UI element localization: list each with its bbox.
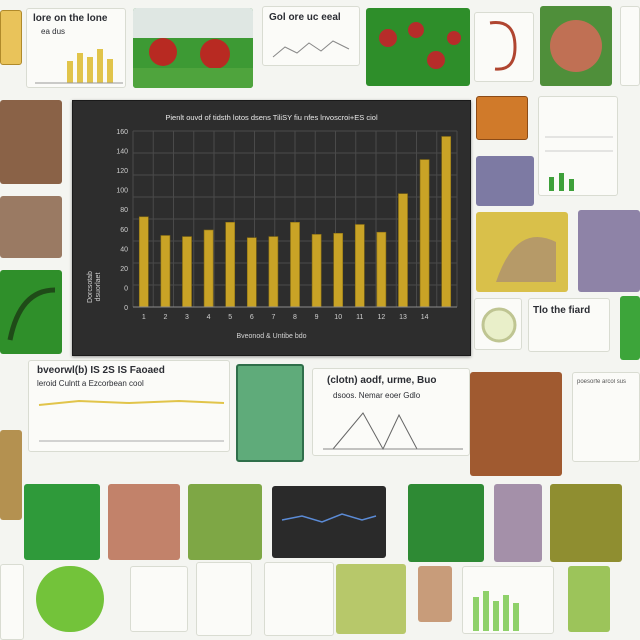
green-histogram-thumbnail[interactable] bbox=[462, 566, 554, 634]
y-tick-label: 140 bbox=[116, 148, 128, 156]
disc-image bbox=[475, 299, 522, 350]
thumbnail-caption: bveorwl(b) IS 2S IS Faoaed bbox=[37, 365, 165, 376]
dark-line-chart-thumbnail[interactable] bbox=[272, 486, 386, 558]
texture-lavender-thumbnail[interactable] bbox=[578, 210, 640, 292]
x-tick-label: 9 bbox=[314, 314, 319, 321]
chart-bar bbox=[204, 230, 213, 307]
x-tick-label: 13 bbox=[399, 314, 407, 321]
green-bars-thumbnail[interactable] bbox=[572, 372, 640, 462]
chart-bar bbox=[355, 225, 364, 308]
data-table-thumbnail[interactable] bbox=[538, 96, 618, 196]
cells-thumbnail[interactable] bbox=[408, 484, 484, 562]
disc-thumbnail[interactable] bbox=[474, 298, 522, 350]
thumbnail-subtitle: ea dus bbox=[41, 27, 66, 36]
x-tick-label: 3 bbox=[185, 314, 189, 321]
mini-line-graph bbox=[29, 361, 230, 452]
thumbnail-title: Gol ore uc eeal bbox=[269, 12, 341, 23]
bark-texture-thumbnail[interactable] bbox=[0, 100, 62, 184]
mini-line-chart bbox=[263, 7, 360, 66]
leaf-thumbnail[interactable] bbox=[0, 270, 62, 354]
chart-plot-area bbox=[73, 101, 470, 355]
mini-dark-line-chart bbox=[272, 486, 386, 558]
chart-bar bbox=[312, 234, 321, 307]
shell-thumbnail[interactable] bbox=[476, 212, 568, 292]
chart-bar bbox=[139, 217, 148, 307]
leaf-pattern-thumbnail[interactable] bbox=[336, 564, 406, 634]
x-tick-label: 5 bbox=[228, 314, 233, 321]
peak-chart-thumbnail[interactable] bbox=[312, 368, 470, 456]
y-tick-label: 80 bbox=[120, 207, 128, 215]
chart-y-axis-label: Dorcsotab dsuorlaet bbox=[87, 271, 102, 303]
x-tick-label: 7 bbox=[271, 314, 276, 321]
chart-bar bbox=[420, 160, 429, 307]
anatomy-thumbnail[interactable] bbox=[474, 12, 534, 82]
y-tick-label: 60 bbox=[120, 226, 128, 234]
jar-thumbnail[interactable] bbox=[0, 10, 22, 65]
sketch-thumbnail[interactable] bbox=[130, 566, 188, 632]
mini-bar-chart bbox=[27, 9, 126, 88]
seahorse-thumbnail[interactable] bbox=[494, 484, 542, 562]
chart-title: Pienlt ouvd of tidsth lotos dsens TiliSY fiu nfes lnvoscroi+ES ciol bbox=[165, 113, 378, 122]
line-chart-thumbnail[interactable] bbox=[262, 6, 360, 66]
garden-scene-image bbox=[133, 8, 253, 88]
wood-texture-thumbnail[interactable] bbox=[0, 196, 62, 258]
diagram-card-thumbnail[interactable] bbox=[236, 364, 304, 462]
thumbnail-title: Tlo the fiard bbox=[533, 305, 591, 316]
strawberry-image bbox=[366, 8, 470, 86]
x-tick-label: 8 bbox=[293, 314, 297, 321]
mineral-thumbnail[interactable] bbox=[476, 156, 534, 206]
line-graph-thumbnail[interactable] bbox=[28, 360, 230, 452]
y-tick-label: 20 bbox=[120, 265, 128, 273]
y-tick-label: 40 bbox=[120, 246, 128, 254]
mini-peak-chart bbox=[313, 369, 470, 456]
x-tick-label: 6 bbox=[249, 314, 254, 321]
profile-thumbnail[interactable] bbox=[188, 484, 262, 560]
chart-bar bbox=[269, 237, 278, 307]
chart-bar bbox=[334, 233, 343, 307]
y-tick-label: 160 bbox=[116, 129, 128, 136]
edge-wood-thumbnail[interactable] bbox=[0, 430, 22, 520]
y-tick-label: 0 bbox=[124, 285, 128, 293]
clay-thumbnail[interactable] bbox=[108, 484, 180, 560]
y-tick-label: 100 bbox=[116, 187, 128, 195]
chart-bar bbox=[161, 236, 170, 308]
x-tick-label: 1 bbox=[141, 314, 146, 321]
green-jar-thumbnail[interactable] bbox=[568, 566, 610, 632]
fish-thumbnail[interactable] bbox=[264, 562, 334, 636]
chart-bar bbox=[247, 238, 256, 307]
chart-bar bbox=[398, 194, 407, 307]
chart-bar bbox=[182, 237, 191, 307]
mesh-thumbnail[interactable] bbox=[550, 484, 622, 562]
main-bar-chart-panel[interactable] bbox=[72, 100, 471, 356]
edge-chart-thumbnail[interactable] bbox=[0, 564, 24, 640]
leaf-image bbox=[0, 270, 62, 354]
green-device-thumbnail[interactable] bbox=[620, 296, 640, 360]
green-round-thumbnail[interactable] bbox=[24, 484, 100, 560]
thumbnail-title: (clotn) aodf, urme, Buo bbox=[327, 375, 437, 386]
x-tick-label: 11 bbox=[356, 314, 364, 321]
shell-image bbox=[476, 212, 568, 292]
chart-bar bbox=[226, 222, 235, 307]
y-tick-label: 0 bbox=[124, 305, 128, 312]
skull-thumbnail[interactable] bbox=[196, 562, 252, 636]
mini-table bbox=[539, 97, 618, 196]
y-tick-label: 120 bbox=[116, 168, 128, 176]
green-button-thumbnail[interactable] bbox=[36, 566, 104, 632]
x-tick-label: 14 bbox=[420, 314, 429, 321]
x-tick-label: 10 bbox=[334, 314, 343, 321]
thumbnail-subtitle: dsoos. Nemar eoer Gdlo bbox=[333, 391, 421, 400]
anatomy-image bbox=[475, 13, 534, 82]
orange-box-thumbnail[interactable] bbox=[476, 96, 528, 140]
orange-fungus-thumbnail[interactable] bbox=[470, 372, 562, 476]
mini-histogram bbox=[463, 567, 554, 634]
strawberry-plant-thumbnail[interactable] bbox=[366, 8, 470, 86]
chart-bar bbox=[377, 232, 386, 307]
thumbnail-title: lore on the lone bbox=[33, 13, 108, 24]
thumbnail-subtitle: leroid Culntt a Ezcorbean cool bbox=[37, 379, 144, 388]
bar-chart-thumbnail[interactable] bbox=[26, 8, 126, 88]
chart-bar bbox=[290, 222, 299, 307]
round-texture-thumbnail[interactable] bbox=[540, 6, 612, 86]
edge-thumbnail[interactable] bbox=[620, 6, 640, 86]
chart-bar bbox=[442, 137, 451, 308]
thumbnail-caption: poesorfe arcol sus bbox=[577, 379, 627, 385]
x-tick-label: 4 bbox=[206, 314, 211, 321]
figurine-thumbnail[interactable] bbox=[418, 566, 452, 622]
x-tick-label: 2 bbox=[163, 314, 168, 321]
chart-x-axis-label: Bveonod & Untibe bdo bbox=[236, 333, 307, 340]
fiard-header-thumbnail[interactable] bbox=[528, 298, 610, 352]
garden-scene-thumbnail[interactable] bbox=[133, 8, 253, 88]
texture-image bbox=[540, 6, 612, 86]
x-tick-label: 12 bbox=[377, 314, 386, 321]
